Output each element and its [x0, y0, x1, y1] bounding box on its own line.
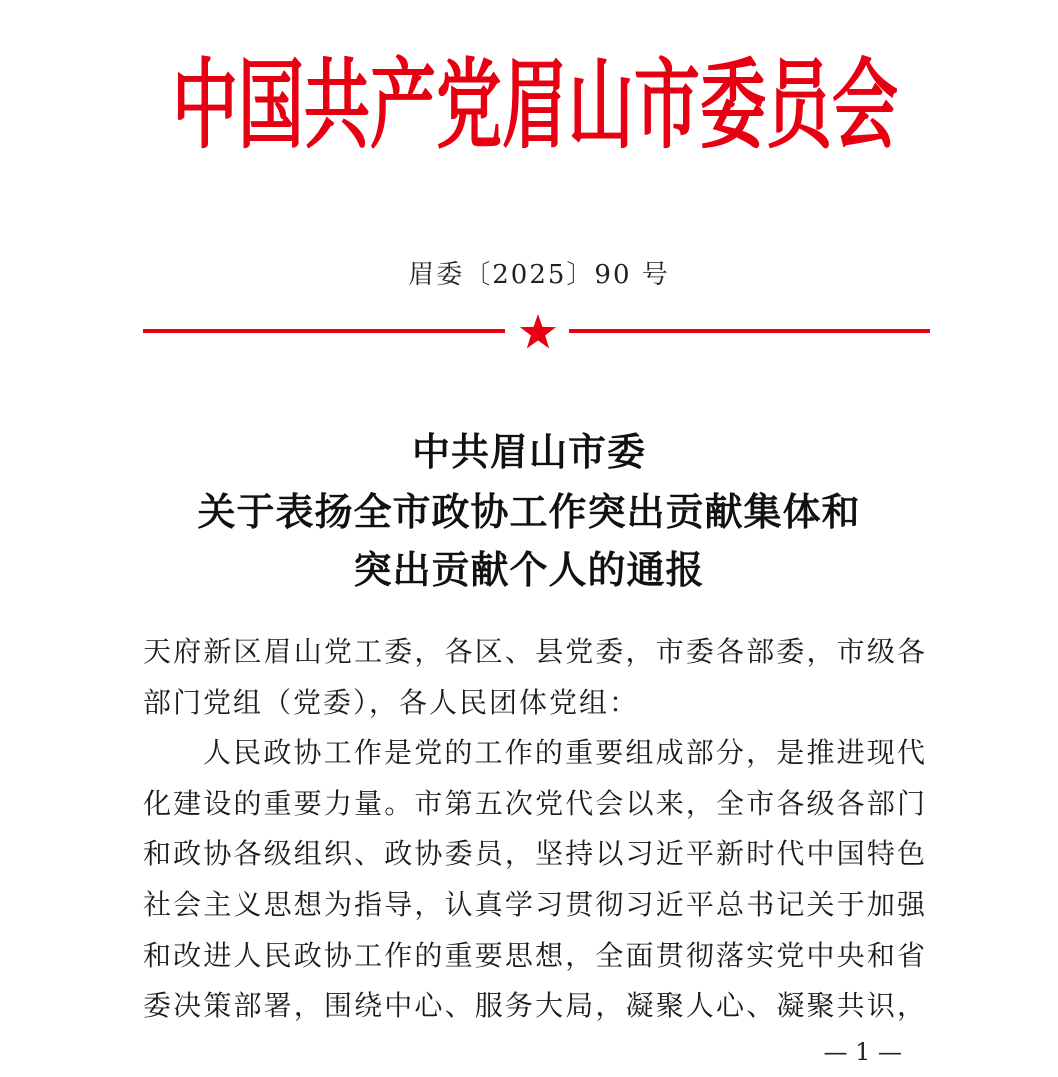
document-number: 眉委〔2025〕90 号: [408, 260, 670, 290]
document-title-line: 中共眉山市委: [411, 429, 646, 474]
body-line: 人民政协工作是党的工作的重要组成部分，是推进现代: [203, 736, 925, 770]
body-line: 社会主义思想为指导，认真学习贯彻习近平总书记关于加强: [143, 887, 925, 921]
body-line: 委决策部署，围绕中心、服务大局，凝聚人心、凝聚共识，: [143, 989, 925, 1023]
salutation-line: 天府新区眉山党工委，各区、县党委，市委各部委，市级各: [143, 635, 925, 668]
document-title-line: 关于表扬全市政协工作突出贡献集体和: [197, 489, 861, 534]
document-body: [143, 627, 925, 1032]
document-title-line: 突出贡献个人的通报: [353, 547, 705, 592]
star-icon: [518, 313, 558, 353]
red-rule-right: [569, 329, 930, 333]
body-line: 和政协各级组织、政协委员，坚持以习近平新时代中国特色: [143, 837, 925, 871]
salutation-line: 部门党组（党委），各人民团体党组：: [143, 685, 640, 719]
red-rule-left: [143, 329, 505, 333]
page-number: — 1 —: [823, 1038, 902, 1066]
body-line: 化建设的重要力量。市第五次党代会以来，全市各级各部门: [143, 786, 925, 820]
body-line: 和改进人民政协工作的重要思想，全面贯彻落实党中央和省: [143, 938, 925, 972]
issuer-header: 中国共产党眉山市委员会: [172, 47, 898, 163]
